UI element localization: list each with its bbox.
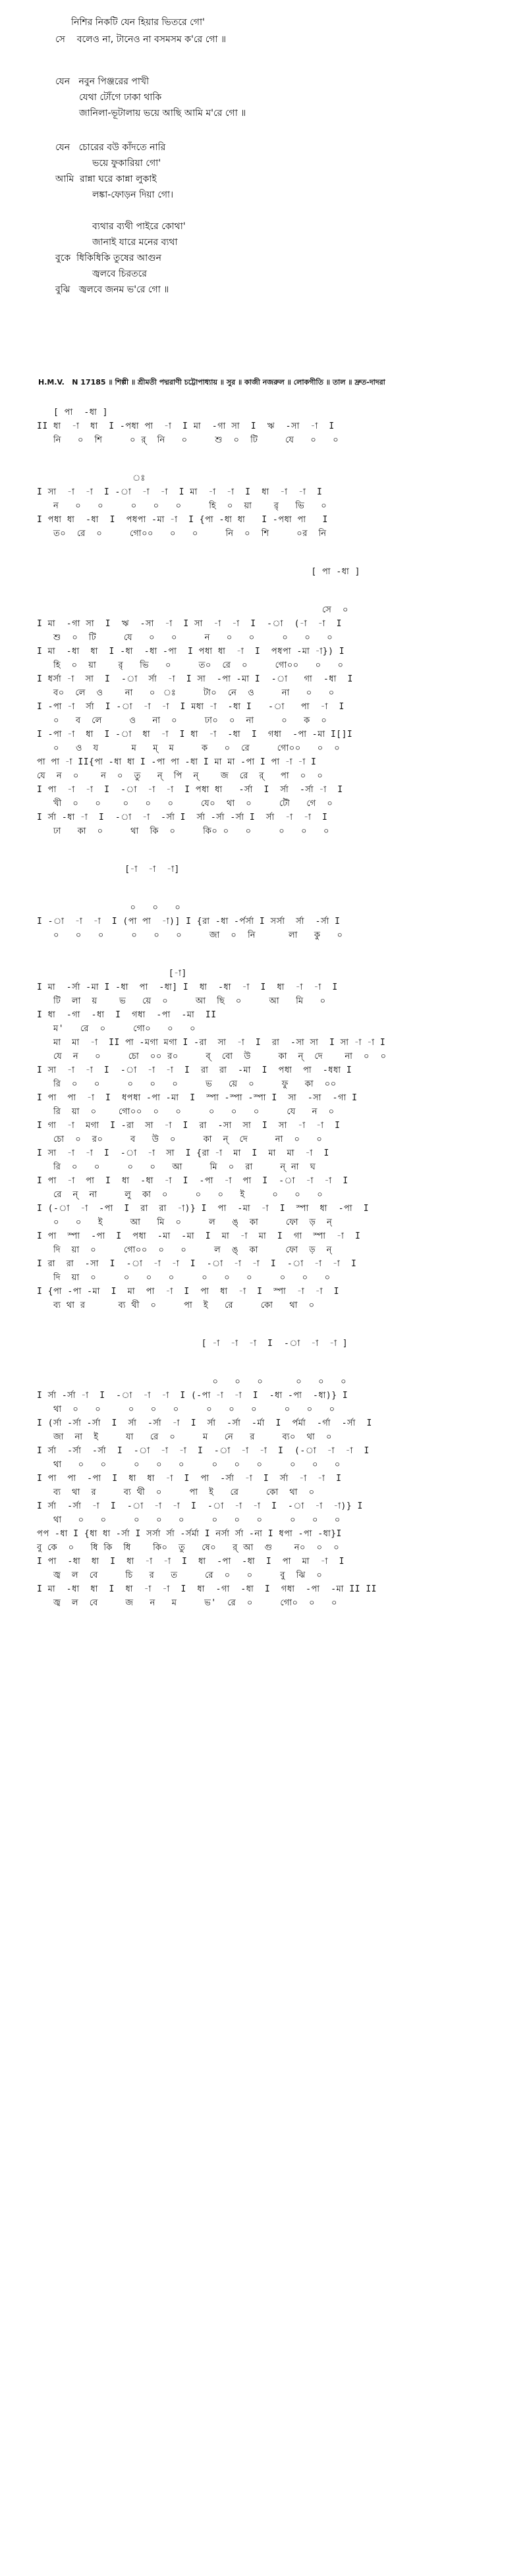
notation-line: হি ০ য়া রৃ ভি ০ ত০ রে ০ গো০০ ০ ০: [37, 660, 344, 670]
notation-line: ০ ব লে ও না ০ ঢা০ ০ না ০ ক ০: [37, 716, 327, 726]
notation-line: থা ০ ০ ০ ০ ০ ০ ০ ০ ০ ০ ০: [37, 1460, 341, 1470]
notation-line: দি য়া ০ ০ ০ ০ ০ ০ ০ ০ ০ ০: [37, 1273, 331, 1283]
notation-line: I সা -া -া I -া -া -া I মা -া -া I ধা -া -া I: [37, 487, 323, 497]
notation-line: I রা রা -সা I -া -া -া I -া -া -া I -া -া -া I: [37, 1259, 357, 1269]
notation-line: I পা পা -পা I ধা ধা -া I পা -র্সা -া I র্সা -া -া I: [37, 1474, 342, 1484]
notation-line: ম' রে ০ গো০ ০ ০: [37, 1024, 196, 1034]
notation-line: ব্য থা র ব্য থী ০ পা ই রে কো থা ০: [37, 1301, 315, 1310]
notation-line: I মা -র্সা -মা I -ধা পা -ধা] I ধা -ধা -া I ধা -া -া I: [37, 982, 338, 992]
notation-line: I -পা -া ধা I -া ধা -া I ধা -া -ধা I গধা -পা -মা I[]I: [37, 730, 353, 739]
notation-line: I র্সা -র্সা -র্সা I -া -া -া I -া -া -া I (-া -া -া I: [37, 1446, 370, 1456]
notation-line: [ পা -ধা ]: [37, 408, 108, 417]
notation-line: জ্ব ল বে জ ন ম ভ' রে ০ গো০ ০ ০: [37, 1598, 337, 1608]
notation-line: I পা -ধা ধা I ধা -া -া I ধা -পা -ধা I পা মা -া I: [37, 1557, 345, 1567]
lyric-line: জানাই যারে মনের ব্যথা: [92, 237, 178, 248]
notation-line: বু কে ০ ধি কি ধি কি০ তু ষে০ র্ আ গু ন০ ০ ০: [37, 1543, 340, 1553]
notation-line: I র্সা -র্সা -া I -া -া -া I -া -া -া I -া -া -া)} I: [37, 1501, 363, 1511]
notation-line: চো ০ র০ ব উ ০ কা ন্ দে না ০ ০: [37, 1135, 323, 1144]
lyric-line: ভয়ে ফুকারিয়া গো': [92, 158, 161, 169]
notation-line: I র্সা -ধা -া I -া -া -র্সা I র্সা -র্সা -র্সা I র্সা -া -া I: [37, 813, 328, 822]
notation-line: পা পা -া II{পা -ধা ধা I -পা পা -ধা I মা মা -পা I পা -া -া I: [37, 757, 317, 767]
notation-line: ন ০ ০ ০ ০ ০ হি ০ য়া রৃ ভি ০: [37, 501, 327, 511]
notation-line: I র্সা -র্সা -া I -া -া -া I (-পা -া -া I -ধা -পা -ধা)} I: [37, 1391, 348, 1401]
notation-line: যে ন ০ ন ০ তু ন্ পি ন্ জ রে র্ পা ০ ০: [37, 771, 323, 781]
notation-line: নি ০ শি ০ র্ নি ০ শু ০ টি যে ০ ০: [37, 435, 339, 445]
notation-line: ০ ০ ০: [37, 903, 181, 913]
notation-line: I -পা -া র্সা I -া -া -া I মধা -া -ধা I -া পা -া I: [37, 702, 345, 712]
notation-line: I মা -গা সা I ঋ -সা -া I সা -া -া I -া (-া -া I: [37, 619, 342, 629]
notation-line: I পধা ধা -ধা I পধপা -মা -া I {পা -ধা ধা I -পধা পা I: [37, 515, 328, 525]
lyric-line: ব্যথার ব্যথী পাইরে কোথা': [92, 221, 186, 232]
notation-line: I পা -া -া I -া -া -া I পধা ধা -র্সা I র্সা -র্সা -া I: [37, 785, 343, 795]
notation-line: I {পা -পা -মা I মা পা -া I পা ধা -া I স্পা -া -া I: [37, 1287, 339, 1297]
notation-line: থা ০ ০ ০ ০ ০ ০ ০ ০ ০ ০ ০: [37, 1405, 335, 1414]
notation-line: রি ০ ০ ০ ০ আ মি ০ রা ন্ না ঘ: [37, 1162, 316, 1172]
notation-line: I (-া -া -পা I রা রা -া)} I পা -মা -া I স্পা ধা -পা I: [37, 1204, 370, 1214]
notation-line: I মা -ধা ধা I -ধা -ধা -পা I পধা ধা -া I পধপা -মা -া}) I: [37, 647, 345, 657]
lyric-line: সে বলেও না, টানেও না বসমসম ক'রে গো ॥: [55, 34, 226, 45]
notation-line: ব্য থা র ব্য থী ০ পা ই রে কো থা ০: [37, 1488, 315, 1497]
notation-line: I সা -া -া I -া -া -া I রা রা -মা I পধা পা -ধধা I: [37, 1065, 352, 1075]
notation-line: রি য়া ০ গো০০ ০ ০ ০ ০ ০ যে ন ০: [37, 1107, 335, 1117]
record-info: H.M.V. N 17185 ॥ শিল্পী ॥ শ্রীমতী পদ্মরাণী চট্টোপাধ্যায় ॥ সুর ॥ কাজী নজরুল ॥ লোকগীতি ॥ তাল ॥ দ্রুত-দাদরা: [38, 378, 385, 387]
notation-line: I সা -া -া I -া -া সা I {রা -া মা I মা মা -া I: [37, 1148, 329, 1158]
notation-line: II ধা -া ধা I -পধা পা -া I মা -গা সা I ঋ -সা -া I: [37, 421, 335, 431]
notation-line: I ধর্সা -া সা I -া র্সা -া I সা -পা -মা I -া গা -ধা I: [37, 674, 353, 684]
lyric-line: যেথা টোঁগে ঢাকা থাকি: [79, 92, 162, 103]
notation-line: শু ০ টি যে ০ ০ ন ০ ০ ০ ০ ০: [37, 633, 333, 643]
notation-line: I -া -া -া I (পা পা -া)] I {রা -ধা -র্পর্সা I সর্সা র্সা -র্সা I: [37, 917, 341, 926]
notation-line: খী ০ ০ ০ ০ ০ যে০ থা ০ টৌ গে ০: [37, 799, 333, 809]
notation-line: টি লা য় ভ য়ে ০ আ ছি ০ আ মি ০: [37, 996, 326, 1006]
notation-line: রি ০ ০ ০ ০ ০ ভ য়ে ০ ফু কা ০০: [37, 1079, 337, 1089]
notation-line: ০ ০ ০ ০ ০ ০ জা ০ নি লা কু ০: [37, 930, 343, 940]
notation-line: ব০ লে ও না ০ ঃ টা০ নে ও না ০ ০: [37, 688, 335, 698]
notation-line: I পা স্পা -পা I পধা -মা -মা I মা -া মা I গা স্পা -া I: [37, 1231, 361, 1241]
notation-line: জ্ব ল বে চি র ত রে ০ ০ বু ঝি ০: [37, 1570, 323, 1580]
notation-line: I (র্সা -র্সা -র্সা I র্সা -র্সা -া I র্সা -র্সা -র্মা I র্পর্মা -র্গা -র্সা I: [37, 1418, 372, 1428]
notation-line: [-া -া -া]: [37, 865, 180, 874]
lyric-line: লঙ্কা-ফোড়ন দিয়া গো।: [92, 190, 174, 200]
notation-line: জা না ই যা রে ০ ম নে র ব্য০ থা ০: [37, 1432, 332, 1442]
lyric-line: যেন চোরের বউ কাঁদতে নারি: [55, 142, 166, 153]
notation-line: ০ ও য ম ম্ ম ক ০ রে গো০০ ০ ০: [37, 743, 341, 753]
notation-line: ০ ০ ০ ০ ০ ০: [37, 1377, 347, 1387]
notation-line: মা মা -া II পা -মগা মগা I -রা সা -া I রা -সা সা I সা -া -া I: [37, 1038, 386, 1048]
lyric-line: জানিলা-ভূটালায় ভয়ে আছি আমি ম'রে গো ॥: [79, 108, 246, 119]
notation-line: [-া]: [37, 969, 187, 979]
notation-line: সে ০: [37, 605, 348, 615]
notation-line: ঃ: [37, 473, 146, 483]
notation-line: I ধা -গা -ধা I গধা -পা -মা II: [37, 1010, 217, 1020]
notation-line: ত০ রে ০ গো০০ ০ ০ নি ০ শি ০র নি: [37, 529, 327, 539]
notation-line: ঢা কা ০ থা কি ০ কি০ ০ ০ ০ ০ ০: [37, 826, 330, 836]
notation-line: থা ০ ০ ০ ০ ০ ০ ০ ০ ০ ০ ০: [37, 1515, 341, 1525]
notation-line: I পা পা -া I ধপধা -পা -মা I স্পা -স্পা -স্পা I সা -সা -গা I: [37, 1093, 358, 1103]
lyric-line: বুঝি জ্বলবে জনম ভ'রে গো ॥: [55, 284, 169, 295]
notation-line: I গা -া মগা I -রা সা -া I রা -সা সা I সা -া -া I: [37, 1121, 341, 1131]
notation-line: I পা -া পা I ধা -ধা -া I -পা -া পা I -া -া -া I: [37, 1176, 348, 1186]
notation-line: [ পা -ধা ]: [37, 567, 360, 577]
notation-line: I মা -ধা ধা I ধা -া -া I ধা -গা -ধা I গধা -পা -মা II II: [37, 1584, 377, 1594]
notation-line: যে ন ০ চো ০০ র০ ব্ বো উ কা ন্ দে না ০ ০: [37, 1052, 387, 1061]
lyric-line: যেন নবুন পিঞ্জরের পাখী: [55, 76, 150, 87]
notation-line: ০ ০ ই আ মি ০ ল ঙ্ কা ফো ড় ন্: [37, 1218, 333, 1227]
lyric-line: নিশির নিকটি যেন হিয়ার ভিতরে গো': [71, 17, 205, 28]
notation-line: [ -া -া -া I -া -া -া ]: [37, 1339, 348, 1349]
notation-line: রে ন্ না লু কা ০ ০ ০ ই ০ ০ ০: [37, 1190, 323, 1200]
notation-line: দি য়া ০ গো০০ ০ ০ ল ঙ্ কা ফো ড় ন্: [37, 1245, 332, 1255]
lyric-line: বুকে ধিকিধিকি তুষের আগুন: [55, 253, 161, 263]
lyric-line: আমি রান্না ঘরে কান্না লুকাই: [55, 174, 157, 184]
notation-line: পপ -ধা I {ধা ধা -র্সা I সর্সা র্সা -র্সর্মা I নর্সা র্সা -না I ধপা -পা -ধা}I: [37, 1529, 342, 1539]
lyric-line: জ্বলবে চিরতরে: [92, 269, 148, 279]
